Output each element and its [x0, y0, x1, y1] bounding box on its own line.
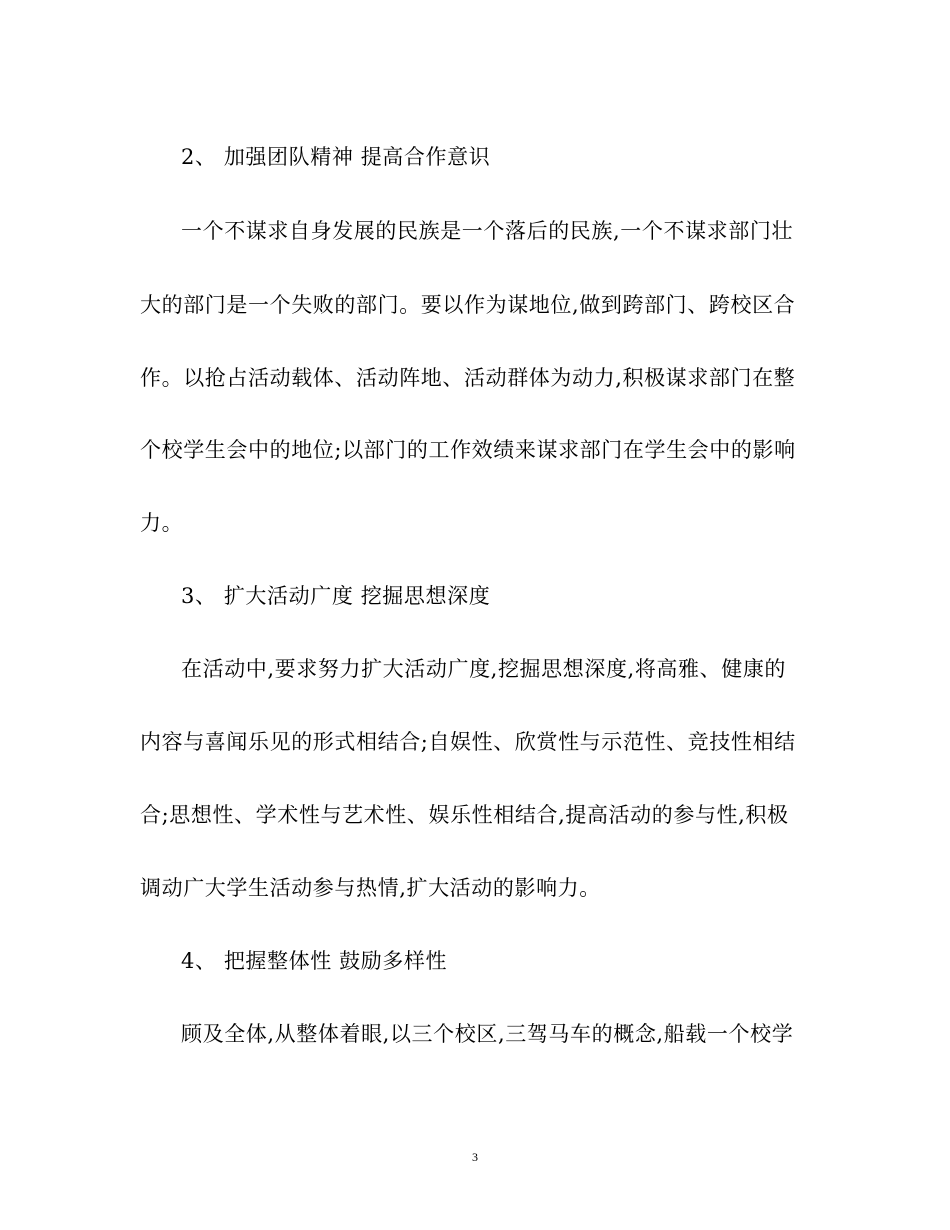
heading-2: 2、 加强团队精神 提高合作意识 — [181, 145, 491, 169]
paragraph-line: 调动广大学生活动参与热情,扩大活动的影响力。 — [140, 876, 601, 900]
page-number: 3 — [472, 1150, 478, 1164]
paragraph-line: 个校学生会中的地位;以部门的工作效绩来谋求部门在学生会中的影响 — [140, 438, 796, 462]
paragraph-line: 顾及全体,从整体着眼,以三个校区,三驾马车的概念,船载一个校学 — [181, 1022, 794, 1046]
paragraph-line: 作。以抢占活动载体、活动阵地、活动群体为动力,积极谋求部门在整 — [140, 366, 796, 390]
paragraph-line: 在活动中,要求努力扩大活动广度,挖掘思想深度,将高雅、健康的 — [181, 657, 787, 681]
paragraph-line: 大的部门是一个失败的部门。要以作为谋地位,做到跨部门、跨校区合 — [140, 293, 796, 317]
paragraph-line: 内容与喜闻乐见的形式相结合;自娱性、欣赏性与示范性、竞技性相结 — [140, 730, 796, 754]
paragraph-line: 力。 — [140, 511, 184, 535]
heading-4: 4、 把握整体性 鼓励多样性 — [181, 949, 448, 973]
paragraph-line: 一个不谋求自身发展的民族是一个落后的民族,一个不谋求部门壮 — [181, 219, 794, 243]
paragraph-line: 合;思想性、学术性与艺术性、娱乐性相结合,提高活动的参与性,积极 — [140, 803, 789, 827]
heading-3: 3、 扩大活动广度 挖掘思想深度 — [181, 584, 491, 608]
